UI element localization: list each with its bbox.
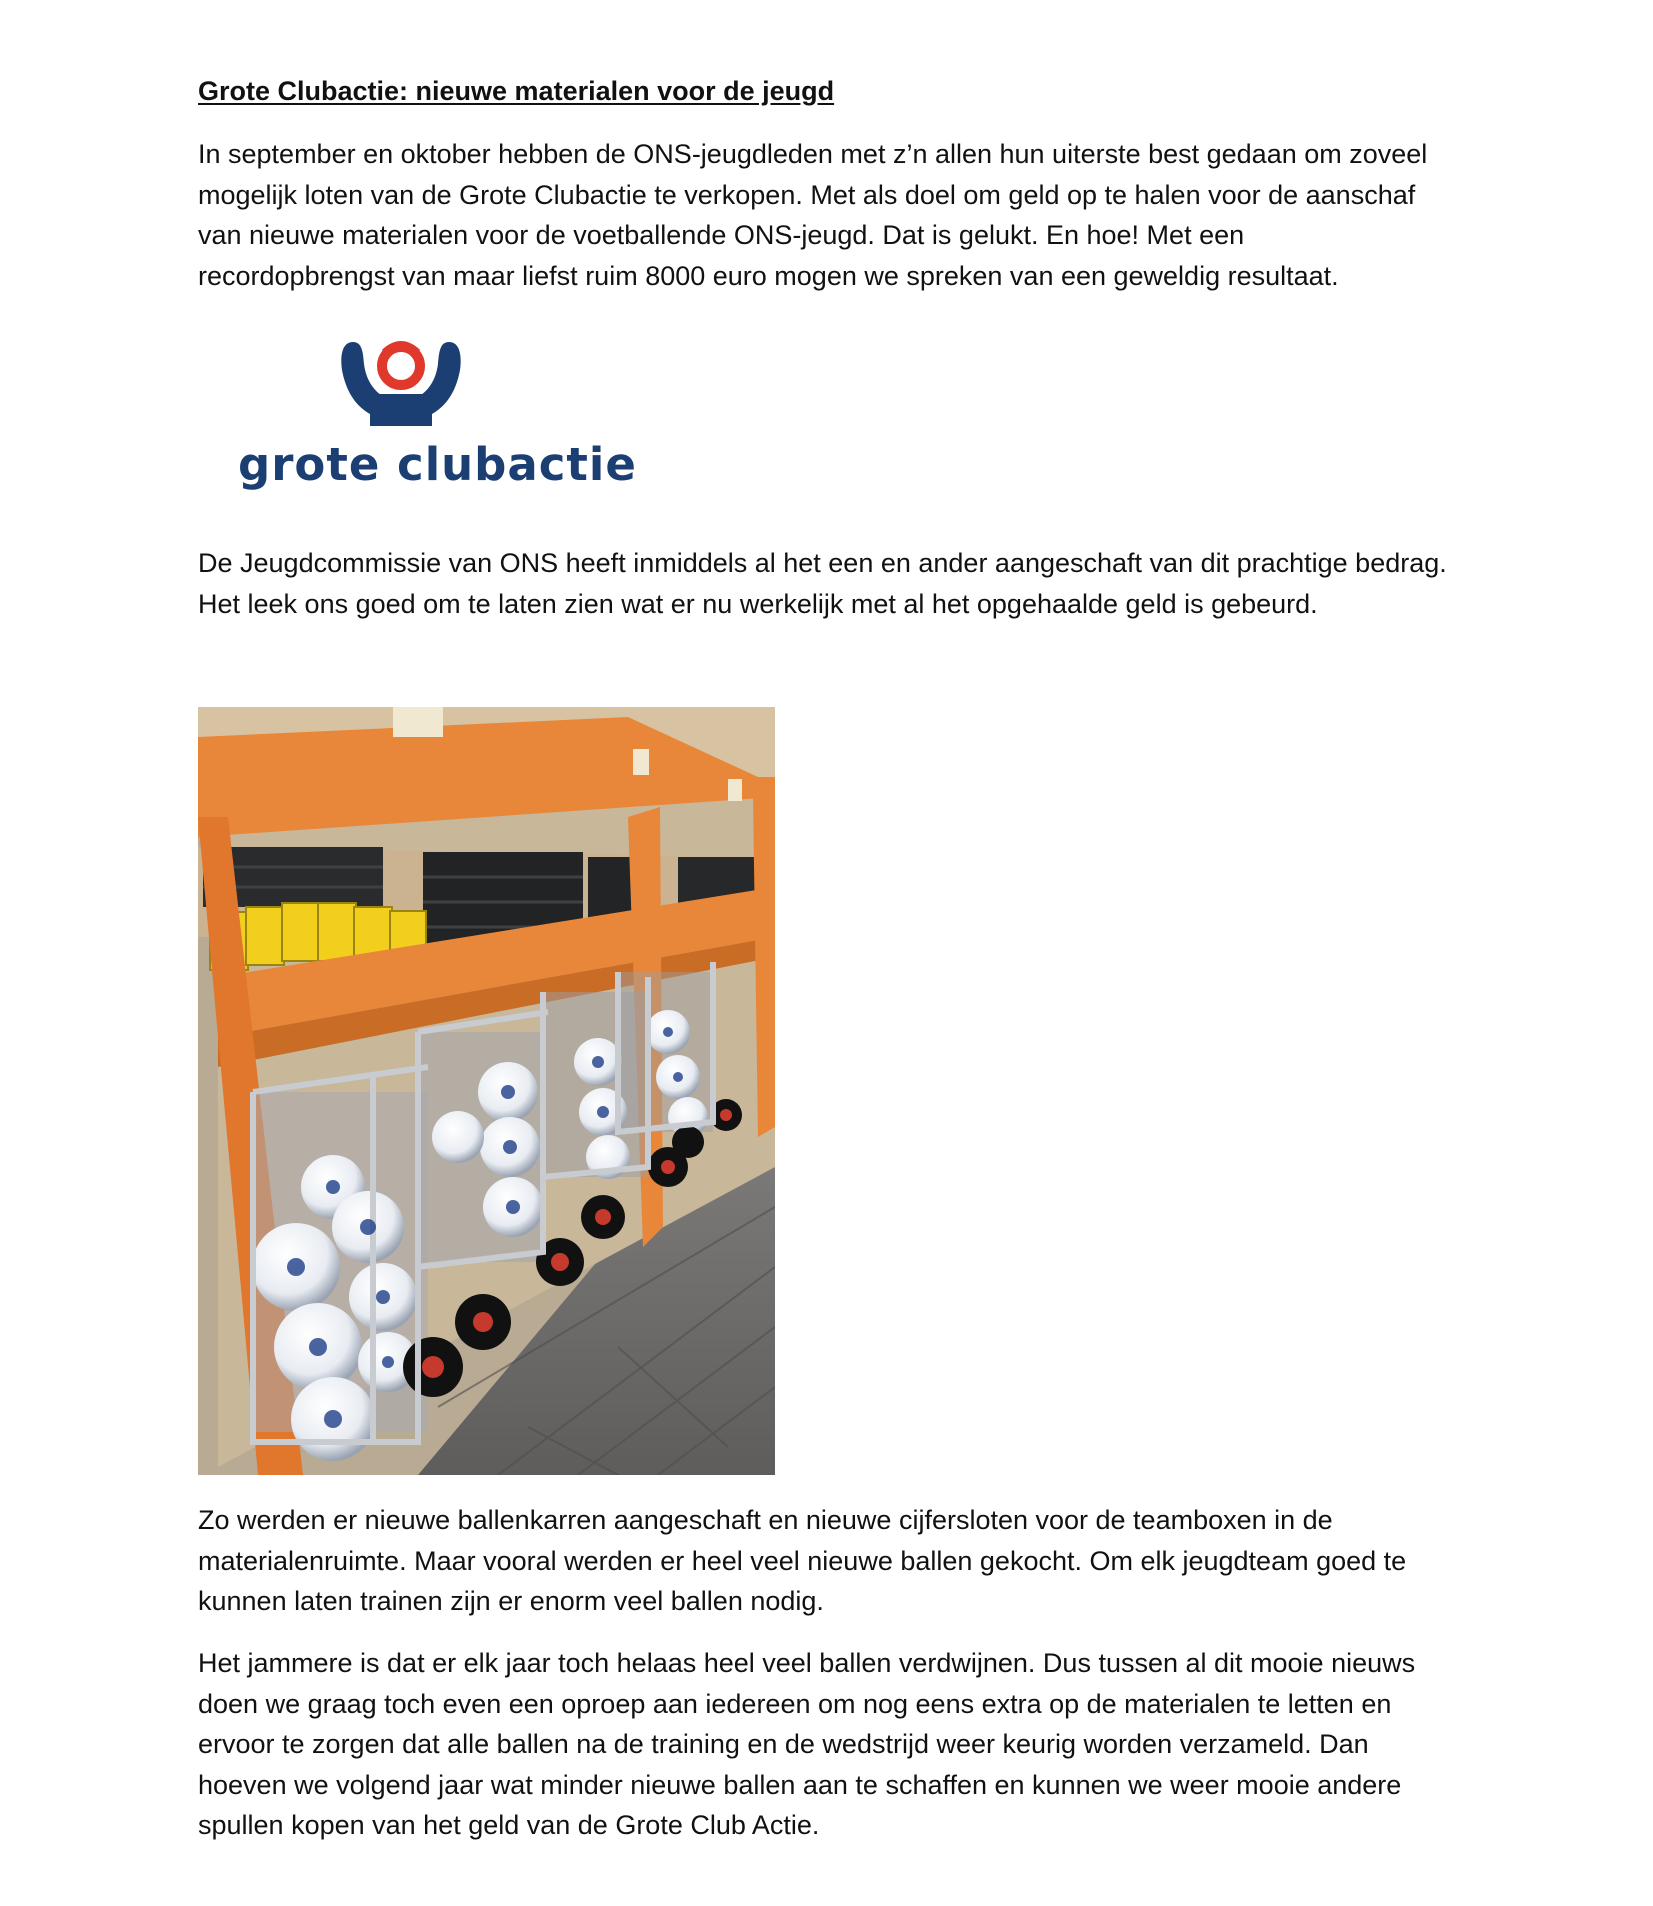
article-title: Grote Clubactie: nieuwe materialen voor de jeugd: [198, 76, 835, 106]
intro-paragraph: In september en oktober hebben de ONS-jeugdleden met z’n allen hun uiterste best gedaan om zoveel mogelijk loten van de Grote Clubactie te verkopen. Met als doel om geld op te halen voor de aanschaf van nieuwe materialen voor de voetballende ONS-jeugd. Dat is gelukt. En hoe! Met een recordopbrengst van maar liefst ruim 8000 euro mogen we spreken van een geweldig resultaat.: [198, 139, 1428, 291]
logo-wordmark: grote clubactie: [238, 438, 637, 491]
appeal-paragraph: Het jammere is dat er elk jaar toch helaas heel veel ballen verdwijnen. Dus tussen al dit mooie nieuws doen we graag toch even een oproep aan iedereen om nog eens extra op de materialen te letten en ervoor te zorgen dat alle ballen na de training en de wedstrijd weer keurig worden verzameld. Dan hoeven we volgend jaar wat minder nieuwe ballen aan te schaffen en kunnen we weer mooie andere spullen kopen van het geld van de Grote Club Actie.: [198, 1648, 1416, 1840]
purchases-paragraph: Zo werden er nieuwe ballenkarren aangeschaft en nieuwe cijfersloten voor de teamboxen in de materialenruimte. Maar vooral werden er heel veel nieuwe ballen gekocht. Om elk jeugdteam goed te kunnen laten trainen zijn er enorm veel ballen nodig.: [198, 1505, 1407, 1616]
ball-carts-storage-photo: [198, 707, 775, 1475]
grote-clubactie-logo: [228, 312, 637, 502]
commission-paragraph: De Jeugdcommissie van ONS heeft inmiddels al het een en ander aangeschaft van dit prachtige bedrag. Het leek ons goed om te laten zien wat er nu werkelijk met al het opgehaalde geld is gebeurd.: [198, 548, 1447, 619]
figure-holding-ball-icon: [228, 312, 598, 432]
